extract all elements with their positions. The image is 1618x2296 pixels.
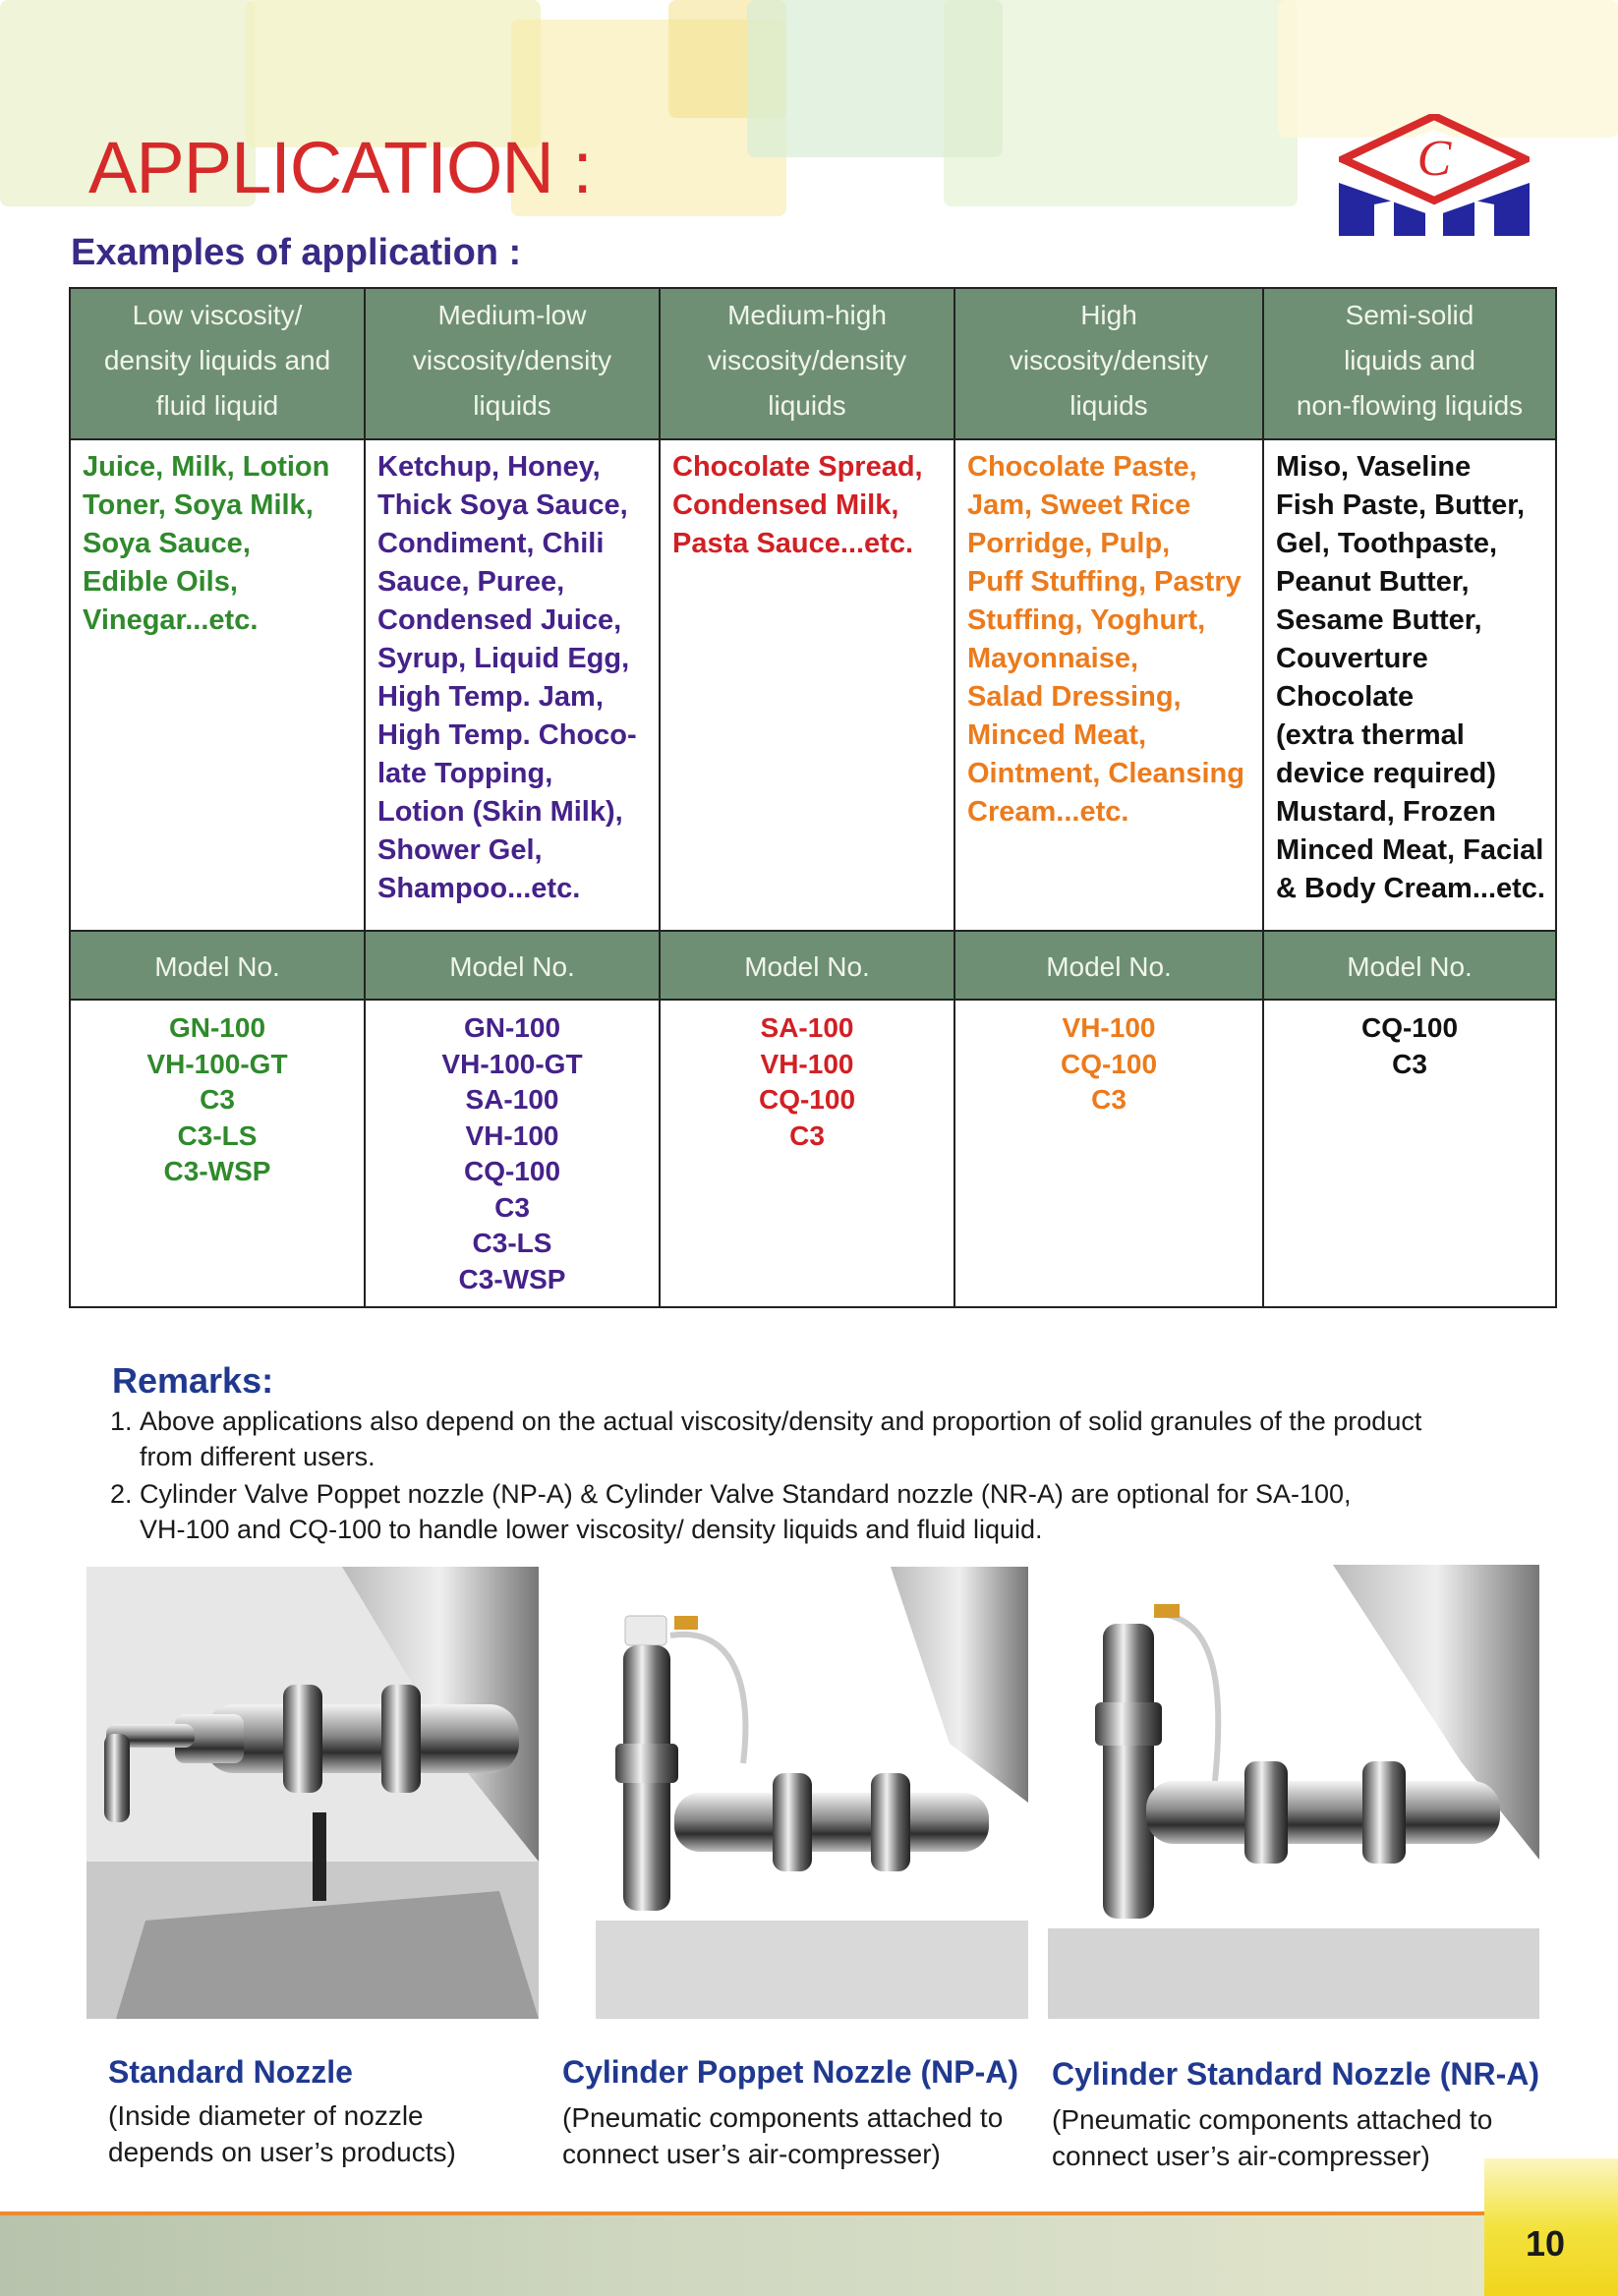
nozzle-caption-text bbox=[108, 2097, 456, 2170]
example-line: Lotion (Skin Milk), bbox=[377, 796, 623, 828]
example-line: Edible Oils, bbox=[83, 566, 238, 598]
examples-cell bbox=[660, 439, 954, 931]
model-number: C3 bbox=[1091, 1084, 1127, 1115]
cylinder-standard-nozzle-photo bbox=[1048, 1565, 1539, 2019]
example-line: Chocolate bbox=[1276, 681, 1415, 713]
category-header-line: Medium-low bbox=[437, 300, 587, 330]
footer-bar bbox=[0, 2215, 1618, 2296]
model-number: VH-100-GT bbox=[441, 1048, 583, 1079]
remark-number: 2. bbox=[110, 1479, 133, 1509]
example-line: Salad Dressing, bbox=[967, 681, 1182, 713]
example-line: Minced Meat, Facial bbox=[1276, 834, 1544, 866]
nozzle-caption-line: (Pneumatic components attached to bbox=[1052, 2104, 1493, 2135]
model-header: Model No. bbox=[1263, 931, 1556, 1000]
model-header: Model No. bbox=[365, 931, 660, 1000]
models-row bbox=[70, 1000, 1556, 1307]
example-line: (extra thermal bbox=[1276, 719, 1465, 751]
model-number: C3-WSP bbox=[163, 1156, 271, 1186]
remark-line: Cylinder Valve Poppet nozzle (NP-A) & Cylinder Valve Standard nozzle (NR-A) are optional for SA-100, bbox=[140, 1479, 1352, 1509]
standard-nozzle-photo bbox=[87, 1567, 539, 2019]
example-line: High Temp. Jam, bbox=[377, 681, 604, 713]
category-header-line: non-flowing liquids bbox=[1296, 390, 1524, 421]
nozzle-caption-title: Cylinder Standard Nozzle (NR-A) bbox=[1052, 2056, 1540, 2092]
model-number: C3 bbox=[494, 1191, 530, 1223]
model-number: VH-100 bbox=[1062, 1012, 1156, 1043]
nozzle-caption-line: connect user’s air-compresser) bbox=[1052, 2141, 1430, 2171]
category-header-line: liquids bbox=[1069, 390, 1148, 421]
example-line: Ketchup, Honey, bbox=[377, 451, 601, 483]
example-line: Syrup, Liquid Egg, bbox=[377, 643, 630, 674]
category-header-line: density liquids and bbox=[103, 345, 331, 375]
application-table bbox=[69, 287, 1557, 1308]
model-number: VH-100-GT bbox=[146, 1048, 288, 1079]
category-header-row bbox=[70, 288, 1556, 439]
remark-line: VH-100 and CQ-100 to handle lower viscosity/ density liquids and fluid liquid. bbox=[140, 1515, 1043, 1544]
model-number: VH-100 bbox=[465, 1119, 559, 1151]
page-number: 10 bbox=[1526, 2223, 1566, 2264]
model-number: CQ-100 bbox=[1360, 1012, 1459, 1043]
model-number: C3 bbox=[200, 1084, 235, 1115]
model-header: Model No. bbox=[660, 931, 954, 1000]
model-number: CQ-100 bbox=[1060, 1048, 1158, 1079]
category-header-line: fluid liquid bbox=[155, 390, 279, 421]
example-line: late Topping, bbox=[377, 758, 553, 789]
example-line: Soya Sauce, bbox=[83, 528, 251, 559]
category-header-line: High bbox=[1080, 300, 1137, 330]
page-subtitle: Examples of application : bbox=[71, 232, 522, 273]
model-number: VH-100 bbox=[760, 1048, 854, 1079]
example-line: Jam, Sweet Rice bbox=[967, 489, 1191, 521]
category-header-line: Semi-solid bbox=[1345, 300, 1474, 330]
remark-item bbox=[110, 1476, 1545, 1547]
model-number: C3-LS bbox=[177, 1119, 258, 1151]
nozzle-caption-title: Cylinder Poppet Nozzle (NP-A) bbox=[562, 2054, 1019, 2090]
example-line: Fish Paste, Butter, bbox=[1276, 489, 1526, 521]
example-line: Shampoo...etc. bbox=[377, 873, 581, 904]
category-header bbox=[365, 288, 660, 439]
example-line: High Temp. Choco- bbox=[377, 719, 637, 751]
examples-cell bbox=[1263, 439, 1556, 931]
model-number: CQ-100 bbox=[758, 1084, 856, 1115]
model-header-row bbox=[70, 931, 1556, 1000]
category-header-line: viscosity/density bbox=[412, 345, 612, 375]
nozzle-caption-line: (Inside diameter of nozzle bbox=[108, 2100, 424, 2131]
cylinder-poppet-nozzle-photo bbox=[596, 1567, 1028, 2019]
example-line: Juice, Milk, Lotion bbox=[83, 451, 330, 483]
category-header-line: viscosity/density bbox=[1009, 345, 1209, 375]
models-cell bbox=[660, 1000, 954, 1307]
example-line: Mustard, Frozen bbox=[1276, 796, 1496, 828]
models-cell bbox=[954, 1000, 1263, 1307]
example-line: Thick Soya Sauce, bbox=[377, 489, 628, 521]
example-line: Sesame Butter, bbox=[1276, 604, 1482, 636]
examples-cell bbox=[365, 439, 660, 931]
model-number: GN-100 bbox=[463, 1012, 561, 1043]
category-header-line: Medium-high bbox=[727, 300, 887, 330]
model-number: SA-100 bbox=[465, 1084, 559, 1115]
example-line: Pasta Sauce...etc. bbox=[672, 528, 914, 559]
model-number: CQ-100 bbox=[463, 1156, 561, 1186]
models-cell bbox=[365, 1000, 660, 1307]
example-line: Chocolate Spread, bbox=[672, 451, 923, 483]
models-cell bbox=[70, 1000, 365, 1307]
model-number: C3-WSP bbox=[458, 1263, 566, 1294]
example-line: Mayonnaise, bbox=[967, 643, 1139, 674]
nozzle-caption-title: Standard Nozzle bbox=[108, 2054, 353, 2090]
example-line: Condensed Milk, bbox=[672, 489, 899, 521]
category-header-line: liquids bbox=[768, 390, 846, 421]
remarks-title: Remarks: bbox=[112, 1360, 274, 1401]
example-line: Sauce, Puree, bbox=[377, 566, 565, 598]
example-line: Minced Meat, bbox=[967, 719, 1147, 751]
category-header bbox=[954, 288, 1263, 439]
model-number: C3 bbox=[789, 1119, 825, 1151]
example-line: Cream...etc. bbox=[967, 796, 1129, 828]
model-number: C3 bbox=[1392, 1048, 1427, 1079]
model-number: C3-LS bbox=[472, 1228, 552, 1258]
page-title: APPLICATION : bbox=[88, 127, 592, 208]
background-square bbox=[944, 0, 1298, 206]
model-number: SA-100 bbox=[760, 1012, 854, 1043]
category-header bbox=[1263, 288, 1556, 439]
examples-row bbox=[70, 439, 1556, 931]
remark-line: Above applications also depend on the actual viscosity/density and proportion of solid granules of the product bbox=[140, 1406, 1422, 1436]
nozzle-caption-line: (Pneumatic components attached to bbox=[562, 2102, 1004, 2133]
example-line: Peanut Butter, bbox=[1276, 566, 1470, 598]
nozzle-caption-line: connect user’s air-compresser) bbox=[562, 2139, 941, 2169]
example-line: Shower Gel, bbox=[377, 834, 543, 866]
remark-item bbox=[110, 1404, 1545, 1474]
nozzle-caption-line: depends on user’s products) bbox=[108, 2137, 456, 2167]
company-logo bbox=[1339, 114, 1530, 236]
example-line: Porridge, Pulp, bbox=[967, 528, 1171, 559]
remarks-list bbox=[110, 1404, 1545, 1549]
example-line: Gel, Toothpaste, bbox=[1276, 528, 1498, 559]
category-header-line: Low viscosity/ bbox=[132, 300, 303, 330]
model-header: Model No. bbox=[954, 931, 1263, 1000]
example-line: Chocolate Paste, bbox=[967, 451, 1197, 483]
examples-cell bbox=[70, 439, 365, 931]
example-line: Puff Stuffing, Pastry bbox=[967, 566, 1242, 598]
example-line: Ointment, Cleansing bbox=[967, 758, 1244, 789]
category-header-line: liquids bbox=[473, 390, 551, 421]
category-header-line: viscosity/density bbox=[707, 345, 907, 375]
nozzle-caption-text bbox=[1052, 2101, 1492, 2174]
example-line: Condensed Juice, bbox=[377, 604, 622, 636]
examples-cell bbox=[954, 439, 1263, 931]
remark-line: from different users. bbox=[140, 1442, 376, 1471]
model-number: GN-100 bbox=[168, 1012, 266, 1043]
example-line: device required) bbox=[1276, 758, 1497, 789]
category-header-line: liquids and bbox=[1344, 345, 1475, 375]
example-line: Stuffing, Yoghurt, bbox=[967, 604, 1206, 636]
example-line: Miso, Vaseline bbox=[1276, 451, 1472, 483]
example-line: Condiment, Chili bbox=[377, 528, 605, 559]
category-header bbox=[70, 288, 365, 439]
logo-letter: C bbox=[1416, 131, 1452, 187]
nozzle-caption-text bbox=[562, 2099, 1003, 2172]
models-cell bbox=[1263, 1000, 1556, 1307]
example-line: & Body Cream...etc. bbox=[1276, 873, 1545, 904]
category-header bbox=[660, 288, 954, 439]
example-line: Couverture bbox=[1276, 643, 1428, 674]
model-header: Model No. bbox=[70, 931, 365, 1000]
example-line: Vinegar...etc. bbox=[83, 604, 259, 636]
remark-number: 1. bbox=[110, 1406, 133, 1436]
example-line: Toner, Soya Milk, bbox=[83, 489, 314, 521]
